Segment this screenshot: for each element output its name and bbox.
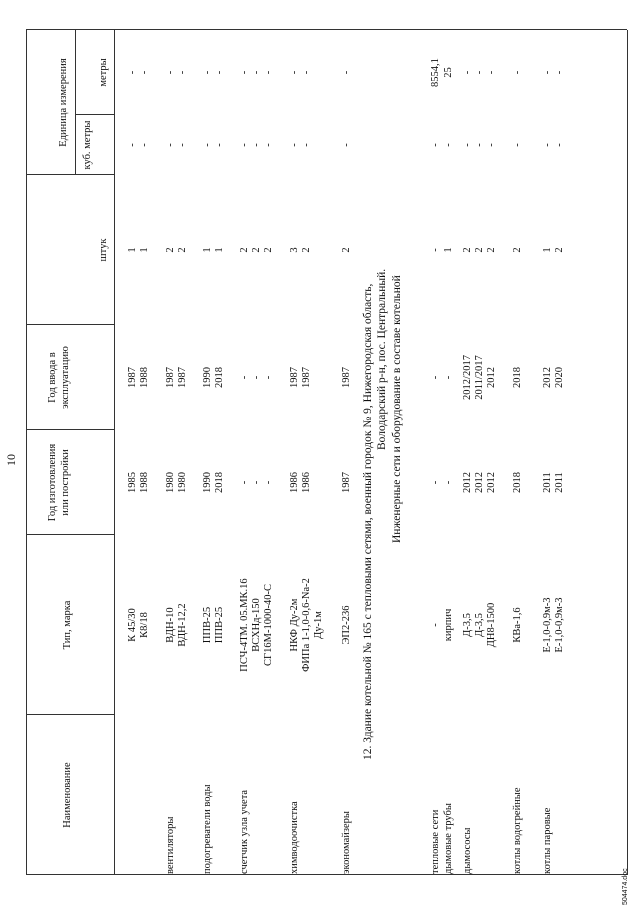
- table-cell-made: 2018: [512, 472, 523, 493]
- table-cell-cub: -: [542, 143, 553, 147]
- table-cell-made: 1990: [202, 472, 213, 493]
- table-cell-made: 2012: [462, 472, 473, 493]
- table-cell-name: котлы водогрейные: [512, 787, 523, 874]
- header-bottom-border: [114, 30, 115, 875]
- header-name: Наименование: [62, 762, 73, 828]
- table-cell-cub: -: [263, 143, 274, 147]
- table-cell-m: -: [486, 70, 497, 75]
- table-cell-m: -: [214, 70, 225, 75]
- table-cell-type: Е-1,0-0,9м-3: [554, 597, 565, 653]
- table-cell-op: 1987: [301, 367, 312, 388]
- table-cell-op: 2012: [486, 367, 497, 388]
- table-cell-made: 2012: [474, 472, 485, 493]
- table-cell-made: -: [443, 480, 454, 485]
- table-left-border: [26, 874, 627, 875]
- table-cell-name: дымососы: [462, 827, 473, 874]
- table-cell-type: ВДН-12,2: [177, 603, 188, 647]
- table-cell-m: -: [289, 70, 300, 75]
- table-cell-pcs: 1: [542, 247, 553, 253]
- table-cell-made: 1986: [289, 472, 300, 493]
- table-cell-type: К 45/30: [127, 608, 138, 642]
- table-cell-type: КВа-1,6: [512, 607, 523, 643]
- table-bottom-border: [627, 30, 628, 875]
- table-cell-op: 1988: [139, 367, 150, 388]
- table-cell-m: 25: [443, 67, 454, 78]
- table-cell-cub: -: [177, 143, 188, 147]
- table-cell-cub: -: [554, 143, 565, 147]
- table-cell-pcs: 2: [263, 247, 274, 253]
- table-cell-op: -: [430, 375, 441, 380]
- table-cell-made: -: [263, 480, 274, 485]
- table-cell-pcs: 1: [214, 247, 225, 253]
- table-cell-type: ДН8-1500: [486, 602, 497, 648]
- table-cell-made: 1986: [301, 472, 312, 493]
- table-cell-cub: -: [127, 143, 138, 147]
- table-cell-pcs: 2: [165, 247, 176, 253]
- table-cell-name: котлы паровые: [542, 807, 553, 874]
- table-cell-op: 2018: [214, 367, 225, 388]
- table-cell-pcs: 2: [486, 247, 497, 253]
- table-cell-cub: -: [239, 143, 250, 147]
- table-cell-op: 2020: [554, 367, 565, 388]
- table-cell-pcs: 2: [462, 247, 473, 253]
- table-cell-m: -: [263, 70, 274, 75]
- table-cell-cub: -: [443, 143, 454, 147]
- table-cell-m: -: [301, 70, 312, 75]
- table-cell-type: ВДН-10: [165, 607, 176, 643]
- table-cell-op: -: [443, 375, 454, 380]
- table-cell-made: 1987: [341, 472, 352, 493]
- table-cell-type: Д-3,5: [474, 613, 485, 637]
- table-cell-pcs: 1: [443, 247, 454, 253]
- section-title-line-2: Володарский р-н, пос. Центральный.: [376, 268, 388, 450]
- table-cell-op: -: [251, 375, 262, 380]
- table-cell-cub: -: [251, 143, 262, 147]
- table-cell-name: счетчик узла учета: [239, 789, 250, 874]
- table-cell-made: 2011: [542, 472, 553, 493]
- header-meters: метры: [98, 58, 109, 87]
- header-type: Тип, марка: [62, 600, 73, 650]
- table-cell-type: ПСЧ-4ТМ. 05.МК.16: [239, 578, 250, 672]
- table-cell-pcs: -: [430, 248, 441, 252]
- header-units: Единица измерения: [58, 58, 69, 147]
- table-cell-m: -: [165, 70, 176, 75]
- table-cell-type: Ду-1м: [313, 611, 324, 639]
- table-cell-name: подогреватели воды: [202, 784, 213, 874]
- table-cell-pcs: 2: [301, 247, 312, 253]
- table-cell-type: К8/18: [139, 612, 150, 638]
- table-top-border: [26, 30, 27, 875]
- table-cell-type: СГ16М-1000-40-С: [263, 584, 274, 666]
- table-cell-type: ВСХНд-150: [251, 598, 262, 652]
- table-cell-made: 2012: [486, 472, 497, 493]
- table-cell-op: 1987: [127, 367, 138, 388]
- table-cell-pcs: 2: [554, 247, 565, 253]
- table-cell-m: -: [251, 70, 262, 75]
- header-year-op-2: эксплуатацию: [60, 346, 71, 409]
- footer-filename: 504474.doc: [622, 868, 629, 905]
- table-cell-op: 1987: [341, 367, 352, 388]
- table-cell-m: -: [202, 70, 213, 75]
- section-title-line-1: 12. Здание котельной № 165 с тепловыми сетями, военный городок № 9, Нижегородская область,: [362, 283, 374, 760]
- table-cell-cub: -: [289, 143, 300, 147]
- table-cell-type: кирпич: [443, 608, 454, 642]
- table-cell-type: ФИПа 1-1,0-0,6-Na-2: [301, 578, 312, 672]
- table-cell-op: 2011/2017: [474, 355, 485, 400]
- table-cell-made: 1980: [177, 472, 188, 493]
- header-year-made-1: Год изготовления: [47, 443, 58, 522]
- table-right-border: [26, 29, 627, 30]
- table-cell-pcs: 2: [512, 247, 523, 253]
- table-cell-name: химводоочистка: [289, 801, 300, 874]
- table-cell-type: НКФ Ду-2м: [289, 598, 300, 652]
- table-cell-made: 1980: [165, 472, 176, 493]
- section-subtitle: Инженерные сети и оборудование в составе котельной: [391, 275, 403, 543]
- table-cell-m: -: [554, 70, 565, 75]
- table-cell-m: -: [474, 70, 485, 75]
- table-cell-made: 1988: [139, 472, 150, 493]
- table-cell-made: 2018: [214, 472, 225, 493]
- table-cell-type: Е-1,0-0,9м-3: [542, 597, 553, 653]
- table-cell-name: тепловые сети: [430, 809, 441, 874]
- table-cell-cub: -: [462, 143, 473, 147]
- table-cell-made: -: [251, 480, 262, 485]
- page-number: 10: [4, 454, 18, 466]
- table-cell-cub: -: [301, 143, 312, 147]
- table-cell-pcs: 1: [202, 247, 213, 253]
- table-cell-op: 1987: [165, 367, 176, 388]
- table-cell-pcs: 2: [239, 247, 250, 253]
- table-cell-cub: -: [341, 143, 352, 147]
- table-cell-pcs: 3: [289, 247, 300, 253]
- table-cell-m: -: [239, 70, 250, 75]
- header-year-made-2: или постройки: [60, 449, 71, 516]
- table-cell-m: -: [139, 70, 150, 75]
- table-cell-cub: -: [202, 143, 213, 147]
- table-cell-op: -: [263, 375, 274, 380]
- table-cell-cub: -: [430, 143, 441, 147]
- table-cell-made: -: [239, 480, 250, 485]
- table-cell-m: -: [127, 70, 138, 75]
- table-cell-name: дымовые трубы: [443, 803, 454, 874]
- table-cell-type: -: [430, 623, 441, 627]
- table-cell-op: 1990: [202, 367, 213, 388]
- table-cell-op: 1987: [177, 367, 188, 388]
- table-cell-type: Д-3,5: [462, 613, 473, 637]
- table-cell-name: экономайзеры: [341, 811, 352, 874]
- table-cell-m: -: [542, 70, 553, 75]
- units-divider: [75, 30, 76, 175]
- table-cell-op: -: [239, 375, 250, 380]
- table-cell-made: -: [430, 480, 441, 485]
- header-cubic: куб. метры: [82, 120, 93, 170]
- table-cell-m: -: [341, 70, 352, 75]
- table-cell-cub: -: [214, 143, 225, 147]
- table-cell-type: ППВ-25: [214, 606, 225, 644]
- header-pcs: штук: [98, 238, 109, 262]
- table-cell-cub: -: [165, 143, 176, 147]
- table-cell-pcs: 1: [139, 247, 150, 253]
- table-cell-m: 8554,1: [430, 58, 441, 87]
- table-cell-cub: -: [474, 143, 485, 147]
- table-cell-op: 2012/2017: [462, 355, 473, 400]
- header-year-op-1: Год ввода в: [47, 352, 58, 403]
- table-cell-m: -: [512, 70, 523, 75]
- table-cell-type: ППВ-25: [202, 606, 213, 644]
- table-cell-made: 2011: [554, 472, 565, 493]
- table-cell-cub: -: [139, 143, 150, 147]
- table-cell-op: 1987: [289, 367, 300, 388]
- table-cell-pcs: 2: [474, 247, 485, 253]
- table-cell-pcs: 2: [341, 247, 352, 253]
- table-cell-name: вентиляторы: [165, 816, 176, 874]
- table-cell-cub: -: [486, 143, 497, 147]
- table-cell-pcs: 1: [127, 247, 138, 253]
- table-cell-op: 2012: [542, 367, 553, 388]
- table-cell-pcs: 2: [177, 247, 188, 253]
- table-cell-m: -: [462, 70, 473, 75]
- table-cell-cub: -: [512, 143, 523, 147]
- table-cell-made: 1985: [127, 472, 138, 493]
- table-cell-pcs: 2: [251, 247, 262, 253]
- table-cell-m: -: [177, 70, 188, 75]
- table-cell-type: ЭП2-236: [341, 605, 352, 645]
- table-cell-op: 2018: [512, 367, 523, 388]
